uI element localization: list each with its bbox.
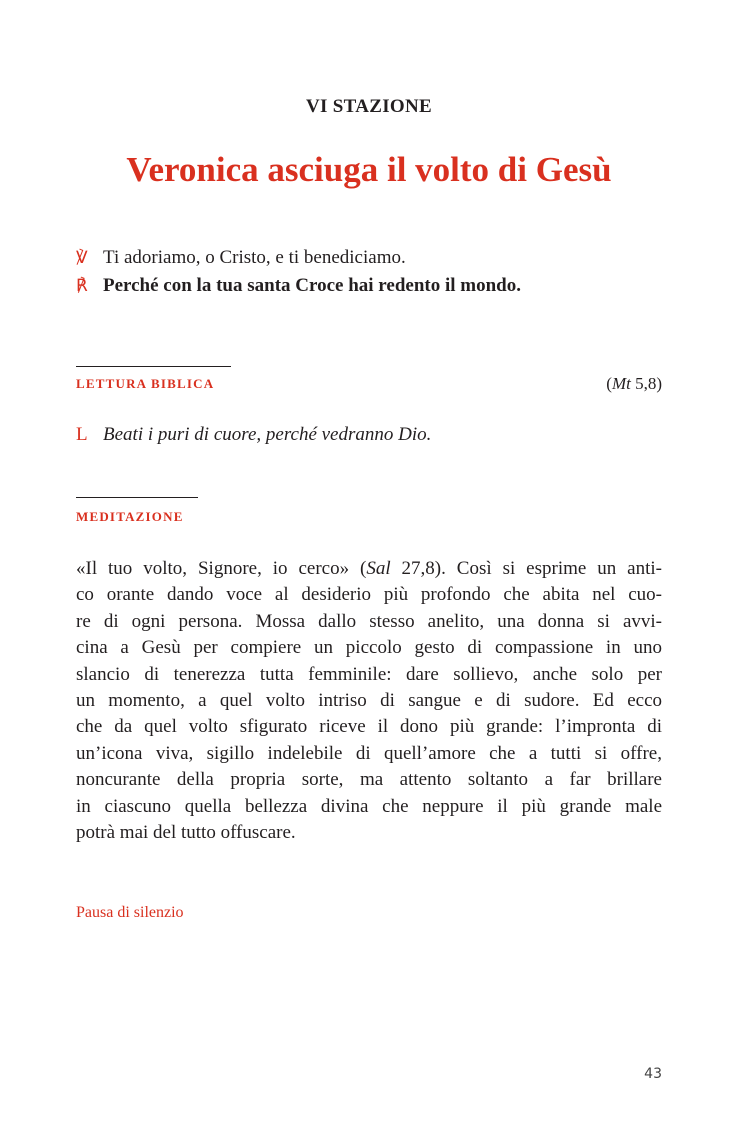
- versicle-row: [76, 244, 676, 272]
- reading-line: [76, 424, 676, 446]
- meditation-line: re di ogni persona. Mossa dallo stesso anelito, una donna si avvi-: [76, 610, 662, 632]
- meditation-line: [76, 556, 662, 582]
- reference-rest: 5,8): [630, 374, 662, 393]
- meditation-line: in ciascuno quella bellezza divina che neppure il più grande male: [76, 795, 662, 817]
- station-title: Veronica asciuga il volto di Gesù: [126, 150, 612, 189]
- reading-text: Beati i puri di cuore, perché vedranno Dio.: [103, 424, 432, 445]
- page-number: 43: [644, 1066, 662, 1082]
- response-row: [76, 272, 676, 300]
- response-icon: ℟: [76, 276, 88, 296]
- meditation-line1-rest: 27,8). Così si esprime un anti-: [390, 558, 662, 579]
- section-rule-meditation: [76, 497, 198, 498]
- meditation-line: cina a Gesù per compiere un piccolo gesto di compassione in uno: [76, 637, 662, 659]
- meditation-heading: MEDITAZIONE: [76, 509, 184, 524]
- response-text: Perché con la tua santa Croce hai redento il mondo.: [103, 275, 521, 296]
- meditation-line: un momento, a quel volto intriso di sangue e di sudore. Ed ecco: [76, 690, 662, 712]
- versicle-text: Ti adoriamo, o Cristo, e ti benediciamo.: [103, 247, 406, 268]
- meditation-line: che da quel volto sfigurato riceve il dono più grande: l’impronta di: [76, 716, 662, 738]
- meditation-text: [76, 556, 662, 846]
- versicle-icon: ℣: [76, 248, 88, 268]
- meditation-book: Sal: [366, 558, 391, 579]
- versicles: [76, 244, 676, 300]
- meditation-line: slancio di tenerezza tutta femminile: dare sollievo, anche solo per: [76, 663, 662, 685]
- reader-marker: L: [76, 424, 88, 445]
- reference-book: Mt: [611, 374, 631, 393]
- meditation-line: potrà mai del tutto offuscare.: [76, 822, 296, 844]
- pause-instruction: Pausa di silenzio: [76, 904, 184, 921]
- reading-reference: [606, 374, 662, 394]
- meditation-line: noncurante della propria sorte, ma attento soltanto a far brillare: [76, 769, 662, 791]
- reference-open: (: [606, 374, 612, 393]
- station-number: VI STAZIONE: [306, 96, 432, 117]
- meditation-line: un’icona viva, sigillo indelebile di quell’amore che a tutti si offre,: [76, 742, 662, 764]
- reading-heading: LETTURA BIBLICA: [76, 376, 215, 391]
- meditation-line: co orante dando voce al desiderio più profondo che abita nel cuo-: [76, 584, 662, 606]
- section-rule-reading: [76, 366, 231, 367]
- meditation-quote: «Il tuo volto, Signore, io cerco» (: [76, 558, 367, 579]
